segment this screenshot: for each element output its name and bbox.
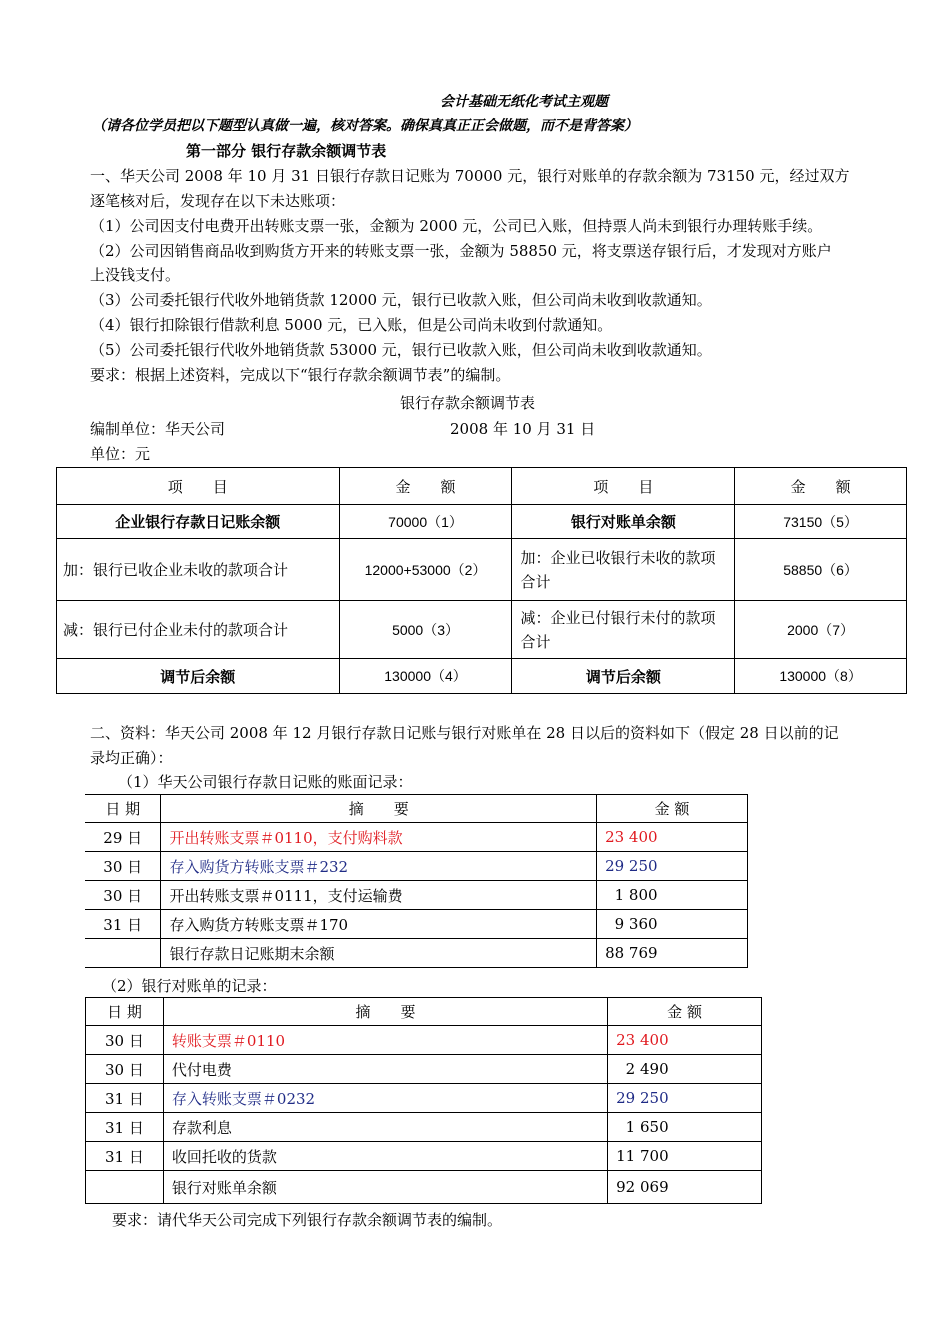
recon-row: [57, 539, 907, 601]
statement-date: 30 日: [86, 1026, 164, 1055]
q1-item-4: （4）银行扣除银行借款利息 5000 元，已入账，但是公司尚未收到付款通知。: [90, 316, 613, 334]
journal-amount: 23 400: [597, 823, 748, 852]
statement-summary: 转账支票＃0110: [163, 1026, 607, 1055]
journal-amount: 29 250: [597, 852, 748, 881]
recon-header-row: [57, 468, 907, 505]
journal-header-row: [85, 795, 748, 823]
journal-row: [85, 852, 748, 881]
recon-row: [57, 659, 907, 694]
q1-item-1: （1）公司因支付电费开出转账支票一张，金额为 2000 元，公司已入账，但持票人尚未到银行办理转账手续。: [90, 217, 823, 235]
statement-date: 31 日: [86, 1142, 164, 1171]
recon-row: [57, 505, 907, 539]
header-summary: 摘 要: [163, 998, 607, 1026]
recon-amount: 12000+53000（2）: [339, 539, 512, 601]
statement-row: [86, 1171, 762, 1204]
q1-item-3: （3）公司委托银行代收外地销货款 12000 元，银行已收款入账，但公司尚未收到收款通知。: [90, 291, 712, 309]
journal-date: 31 日: [85, 910, 161, 939]
statement-amount: 23 400: [608, 1026, 762, 1055]
header-item: 项 目: [57, 468, 340, 505]
journal-amount: 9 360: [597, 910, 748, 939]
header-amount: 金 额: [735, 468, 907, 505]
journal-summary: 存入购货方转账支票＃170: [161, 910, 597, 939]
header-item: 项 目: [512, 468, 735, 505]
reconciliation-table: [56, 467, 907, 694]
journal-row: [85, 823, 748, 852]
recon-amount: 2000（7）: [735, 601, 907, 659]
page-title: 会计基础无纸化考试主观题: [440, 94, 608, 110]
part-title: 第一部分 银行存款余额调节表: [186, 142, 387, 160]
unit-label: 单位：元: [90, 445, 151, 463]
statement-row: [86, 1026, 762, 1055]
statement-amount: 92 069: [608, 1171, 762, 1204]
q1-item-5: （5）公司委托银行代收外地销货款 53000 元，银行已收款入账，但公司尚未收到收款通知。: [90, 341, 712, 359]
statement-summary: 收回托收的货款: [163, 1142, 607, 1171]
journal-summary: 银行存款日记账期末余额: [161, 939, 597, 968]
statement-date: 31 日: [86, 1113, 164, 1142]
q2-line-1: 二、资料：华天公司 2008 年 12 月银行存款日记账与银行对账单在 28 日以后的资料如下（假定 28 日以前的记: [90, 724, 839, 742]
journal-date: 29 日: [85, 823, 161, 852]
recon-label: 加：银行已收企业未收的款项合计: [57, 539, 340, 601]
statement-row: [86, 1084, 762, 1113]
header-date: 日 期: [86, 998, 164, 1026]
recon-amount: 130000（8）: [735, 659, 907, 694]
recon-amount: 70000（1）: [339, 505, 512, 539]
statement-date: 30 日: [86, 1055, 164, 1084]
statement-amount: 29 250: [608, 1084, 762, 1113]
bank-journal-table: [85, 794, 748, 968]
statement-date: 31 日: [86, 1084, 164, 1113]
recon-label: 加：企业已收银行未收的款项合计: [512, 539, 735, 601]
q1-line-2: 逐笔核对后，发现存在以下未达账项：: [90, 192, 346, 210]
q2-requirement: 要求：请代华天公司完成下列银行存款余额调节表的编制。: [112, 1211, 503, 1229]
instruction-note: （请各位学员把以下题型认真做一遍，核对答案。确保真真正正会做题，而不是背答案）: [92, 118, 638, 134]
journal-row: [85, 939, 748, 968]
journal-summary: 开出转账支票＃0110，支付购料款: [161, 823, 597, 852]
recon-amount: 73150（5）: [735, 505, 907, 539]
bank-statement-table: [85, 997, 762, 1204]
statement-row: [86, 1142, 762, 1171]
ledger2-title: （2）银行对账单的记录：: [102, 977, 277, 995]
journal-date: [85, 939, 161, 968]
statement-amount: 1 650: [608, 1113, 762, 1142]
recon-label: 调节后余额: [512, 659, 735, 694]
recon-row: [57, 601, 907, 659]
statement-summary: 存入转账支票＃0232: [163, 1084, 607, 1113]
ledger1-title: （1）华天公司银行存款日记账的账面记录：: [118, 773, 413, 791]
recon-label: 减：银行已付企业未付的款项合计: [57, 601, 340, 659]
recon-label: 银行对账单余额: [512, 505, 735, 539]
statement-date: [86, 1171, 164, 1204]
header-amount: 金 额: [608, 998, 762, 1026]
recon-label: 减：企业已付银行未付的款项合计: [512, 601, 735, 659]
recon-label: 调节后余额: [57, 659, 340, 694]
journal-date: 30 日: [85, 881, 161, 910]
q1-requirement: 要求：根据上述资料，完成以下“银行存款余额调节表”的编制。: [90, 366, 511, 384]
q1-item-2-cont: 上没钱支付。: [90, 266, 181, 284]
journal-summary: 开出转账支票＃0111，支付运输费: [161, 881, 597, 910]
header-summary: 摘 要: [161, 795, 597, 823]
q2-line-2: 录均正确）：: [90, 749, 173, 767]
header-amount: 金 额: [597, 795, 748, 823]
journal-row: [85, 910, 748, 939]
recon-amount: 130000（4）: [339, 659, 512, 694]
q1-item-2: （2）公司因销售商品收到购货方开来的转账支票一张，金额为 58850 元，将支票送存银行后，才发现对方账户: [90, 242, 832, 260]
unit-org: 编制单位：华天公司: [90, 420, 226, 438]
statement-amount: 11 700: [608, 1142, 762, 1171]
header-date: 日 期: [85, 795, 161, 823]
journal-summary: 存入购货方转账支票＃232: [161, 852, 597, 881]
statement-header-row: [86, 998, 762, 1026]
recon-label: 企业银行存款日记账余额: [57, 505, 340, 539]
statement-amount: 2 490: [608, 1055, 762, 1084]
table-date: 2008 年 10 月 31 日: [450, 420, 596, 438]
statement-summary: 存款利息: [163, 1113, 607, 1142]
statement-summary: 银行对账单余额: [163, 1171, 607, 1204]
recon-amount: 58850（6）: [735, 539, 907, 601]
statement-summary: 代付电费: [163, 1055, 607, 1084]
recon-table-title: 银行存款余额调节表: [400, 394, 536, 412]
statement-row: [86, 1113, 762, 1142]
journal-date: 30 日: [85, 852, 161, 881]
recon-amount: 5000（3）: [339, 601, 512, 659]
journal-row: [85, 881, 748, 910]
header-amount: 金 额: [339, 468, 512, 505]
journal-amount: 1 800: [597, 881, 748, 910]
journal-amount: 88 769: [597, 939, 748, 968]
q1-line-1: 一、华天公司 2008 年 10 月 31 日银行存款日记账为 70000 元，银行对账单的存款余额为 73150 元，经过双方: [90, 167, 850, 185]
statement-row: [86, 1055, 762, 1084]
